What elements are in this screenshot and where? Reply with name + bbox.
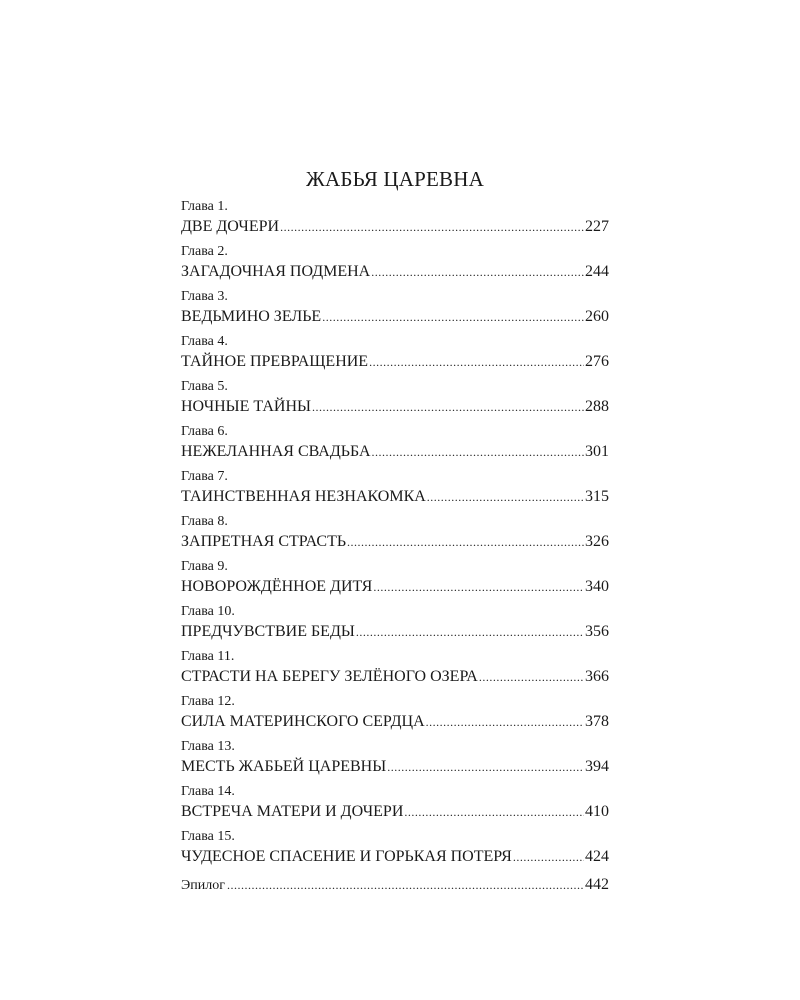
toc-line — [181, 666, 609, 688]
toc-line — [181, 801, 609, 823]
page-number: 276 — [585, 353, 609, 370]
toc-entry-2[interactable] — [181, 243, 609, 288]
chapter-label: Глава 1. — [181, 199, 228, 214]
page-number: 315 — [585, 488, 609, 505]
page-number: 356 — [585, 623, 609, 640]
toc-line — [181, 621, 609, 643]
toc-entry-7[interactable] — [181, 468, 609, 513]
toc-entry-6[interactable] — [181, 423, 609, 468]
dot-leader — [369, 351, 584, 373]
page-number: 244 — [585, 263, 609, 280]
dot-leader — [280, 216, 584, 238]
chapter-label: Глава 6. — [181, 424, 228, 439]
toc-entry-4[interactable] — [181, 333, 609, 378]
dot-leader — [387, 756, 584, 778]
chapter-label: Глава 14. — [181, 784, 235, 799]
chapter-title: НЕЖЕЛАННАЯ СВАДЬБА — [181, 443, 371, 460]
dot-leader — [479, 666, 584, 688]
chapter-title: ТАЙНОЕ ПРЕВРАЩЕНИЕ — [181, 353, 369, 370]
dot-leader — [322, 306, 584, 328]
page-number: 227 — [585, 218, 609, 235]
page-number: 394 — [585, 758, 609, 775]
toc-line — [181, 306, 609, 328]
chapter-title: ВЕДЬМИНО ЗЕЛЬЕ — [181, 308, 322, 325]
chapter-label: Глава 8. — [181, 514, 228, 529]
toc-line — [181, 441, 609, 463]
page-number: 301 — [585, 443, 609, 460]
chapter-title: НОВОРОЖДЁННОЕ ДИТЯ — [181, 578, 373, 595]
chapter-title: МЕСТЬ ЖАБЬЕЙ ЦАРЕВНЫ — [181, 758, 387, 775]
dot-leader — [312, 396, 584, 418]
dot-leader — [427, 486, 584, 508]
dot-leader — [356, 621, 584, 643]
toc-line — [181, 216, 609, 238]
chapter-label: Глава 9. — [181, 559, 228, 574]
chapter-label: Глава 4. — [181, 334, 228, 349]
toc-entry-14[interactable] — [181, 783, 609, 828]
chapter-title: ЗАПРЕТНАЯ СТРАСТЬ — [181, 533, 347, 550]
toc-entry-epilogue[interactable] — [181, 875, 609, 895]
page-number: 340 — [585, 578, 609, 595]
epilogue-title: Эпилог — [181, 878, 225, 893]
page-number: 260 — [585, 308, 609, 325]
chapter-label: Глава 10. — [181, 604, 235, 619]
toc-entry-9[interactable] — [181, 558, 609, 603]
chapter-title: ЗАГАДОЧНАЯ ПОДМЕНА — [181, 263, 371, 280]
page-number: 442 — [585, 876, 609, 893]
page-number: 378 — [585, 713, 609, 730]
chapter-title: ПРЕДЧУВСТВИЕ БЕДЫ — [181, 623, 355, 640]
chapter-title: ЧУДЕСНОЕ СПАСЕНИЕ И ГОРЬКАЯ ПОТЕРЯ — [181, 848, 512, 865]
toc-entry-1[interactable] — [181, 198, 609, 243]
dot-leader — [371, 261, 584, 283]
toc-line — [181, 396, 609, 418]
chapter-title: СТРАСТИ НА БЕРЕГУ ЗЕЛЁНОГО ОЗЕРА — [181, 668, 478, 685]
chapter-label: Глава 15. — [181, 829, 235, 844]
toc-line — [181, 711, 609, 733]
chapter-title: ДВЕ ДОЧЕРИ — [181, 218, 280, 235]
book-title: ЖАБЬЯ ЦАРЕВНА — [305, 167, 484, 191]
toc-line — [181, 351, 609, 373]
chapter-title: СИЛА МАТЕРИНСКОГО СЕРДЦА — [181, 713, 425, 730]
toc-entry-12[interactable] — [181, 693, 609, 738]
toc-entry-8[interactable] — [181, 513, 609, 558]
chapter-label: Глава 3. — [181, 289, 228, 304]
table-of-contents — [181, 166, 609, 895]
dot-leader — [373, 576, 584, 598]
dot-leader — [426, 711, 584, 733]
page-number: 424 — [585, 848, 609, 865]
toc-entry-5[interactable] — [181, 378, 609, 423]
dot-leader — [372, 441, 585, 463]
page-number: 288 — [585, 398, 609, 415]
toc-entry-10[interactable] — [181, 603, 609, 648]
toc-line — [181, 576, 609, 598]
dot-leader — [404, 801, 584, 823]
toc-entry-11[interactable] — [181, 648, 609, 693]
dot-leader — [227, 875, 583, 895]
chapter-label: Глава 11. — [181, 649, 235, 664]
chapter-label: Глава 7. — [181, 469, 228, 484]
page-number: 410 — [585, 803, 609, 820]
chapter-title: НОЧНЫЕ ТАЙНЫ — [181, 398, 311, 415]
toc-line — [181, 486, 609, 508]
toc-entry-13[interactable] — [181, 738, 609, 783]
page-number: 326 — [585, 533, 609, 550]
chapter-label: Глава 12. — [181, 694, 235, 709]
toc-entry-15[interactable] — [181, 828, 609, 873]
chapter-label: Глава 5. — [181, 379, 228, 394]
chapter-title: ТАИНСТВЕННАЯ НЕЗНАКОМКА — [181, 488, 426, 505]
dot-leader — [347, 531, 584, 553]
toc-entry-3[interactable] — [181, 288, 609, 333]
page-number: 366 — [585, 668, 609, 685]
chapter-label: Глава 13. — [181, 739, 235, 754]
toc-line — [181, 531, 609, 553]
toc-line — [181, 261, 609, 283]
toc-line — [181, 756, 609, 778]
chapter-label: Глава 2. — [181, 244, 228, 259]
toc-line — [181, 846, 609, 868]
chapter-title: ВСТРЕЧА МАТЕРИ И ДОЧЕРИ — [181, 803, 404, 820]
dot-leader — [513, 846, 584, 868]
